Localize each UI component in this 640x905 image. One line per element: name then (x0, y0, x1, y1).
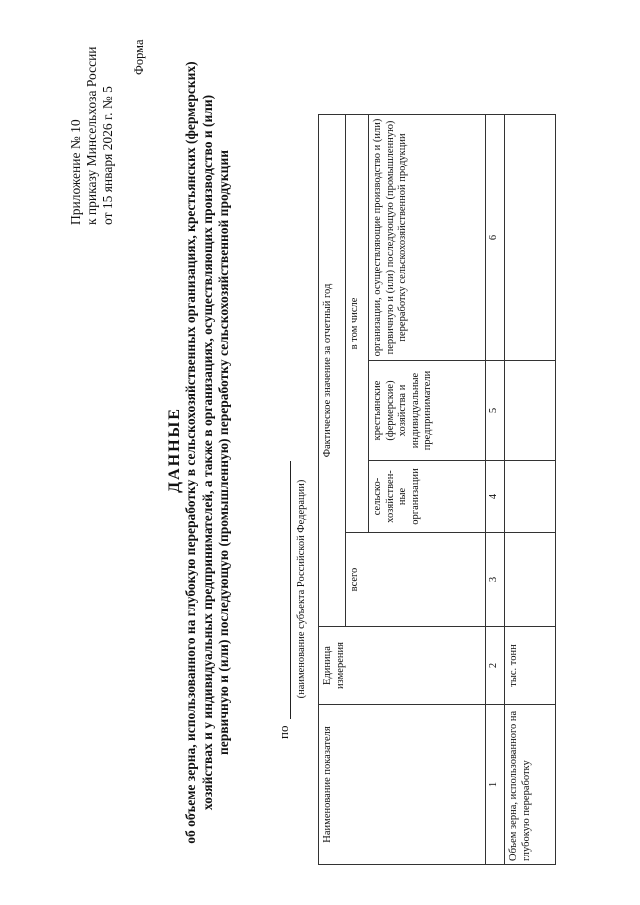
header-unit: Единица измерения (319, 627, 486, 705)
row-total-cell[interactable] (505, 533, 556, 627)
region-caption: (наименование субъекта Российской Федерации) (296, 479, 307, 699)
form-label: Форма (132, 39, 146, 75)
header-agri-orgs: сельско-хозяйствен-ные организации (369, 461, 486, 533)
region-prefix: по (276, 725, 291, 739)
row-indicator: Объем зерна, использованного на глубокую переработку (505, 705, 556, 865)
header-farms: крестьянские (фермерские) хозяйства и индивидуальные предприниматели (369, 361, 486, 461)
row-agri-orgs-cell[interactable] (505, 461, 556, 533)
appendix-line-2: к приказу Минсельхоза России (84, 46, 99, 225)
appendix-line-1: Приложение № 10 (68, 119, 83, 225)
header-including: в том числе (346, 114, 369, 532)
column-number: 3 (486, 533, 505, 627)
column-number: 6 (486, 114, 505, 360)
header-processors: организации, осуществляющие производство и (или) первичную и (или) последующую (промышленную) переработку сельскохозяйственной продукции (369, 114, 486, 360)
column-number: 2 (486, 627, 505, 705)
document-subtitle: об объеме зерна, использованного на глубокую переработку в сельскохозяйственных организациях, крестьянских (фермерских) хозяйствах и у индивидуальных предпринимателей, а также в организациях, осуществляющих производство и (или) первичную и (или) последующую (промышленную) переработку сельскохозяйственной продукции (183, 61, 231, 844)
column-number: 4 (486, 461, 505, 533)
column-number: 5 (486, 361, 505, 461)
row-processors-cell[interactable] (505, 114, 556, 360)
header-total: всего (346, 533, 486, 627)
column-number: 1 (486, 705, 505, 865)
data-table (318, 114, 556, 865)
header-indicator: Наименование показателя (319, 705, 486, 865)
table-row (505, 114, 556, 864)
row-unit: тыс. тонн (505, 627, 556, 705)
document-title: ДАННЫЕ (166, 407, 183, 493)
region-fill-line (290, 461, 291, 719)
appendix-line-3: от 15 января 2026 г. № 5 (100, 86, 115, 225)
header-actual: Фактическое значение за отчетный год (319, 114, 346, 626)
appendix-block (68, 25, 116, 225)
row-farms-cell[interactable] (505, 361, 556, 461)
